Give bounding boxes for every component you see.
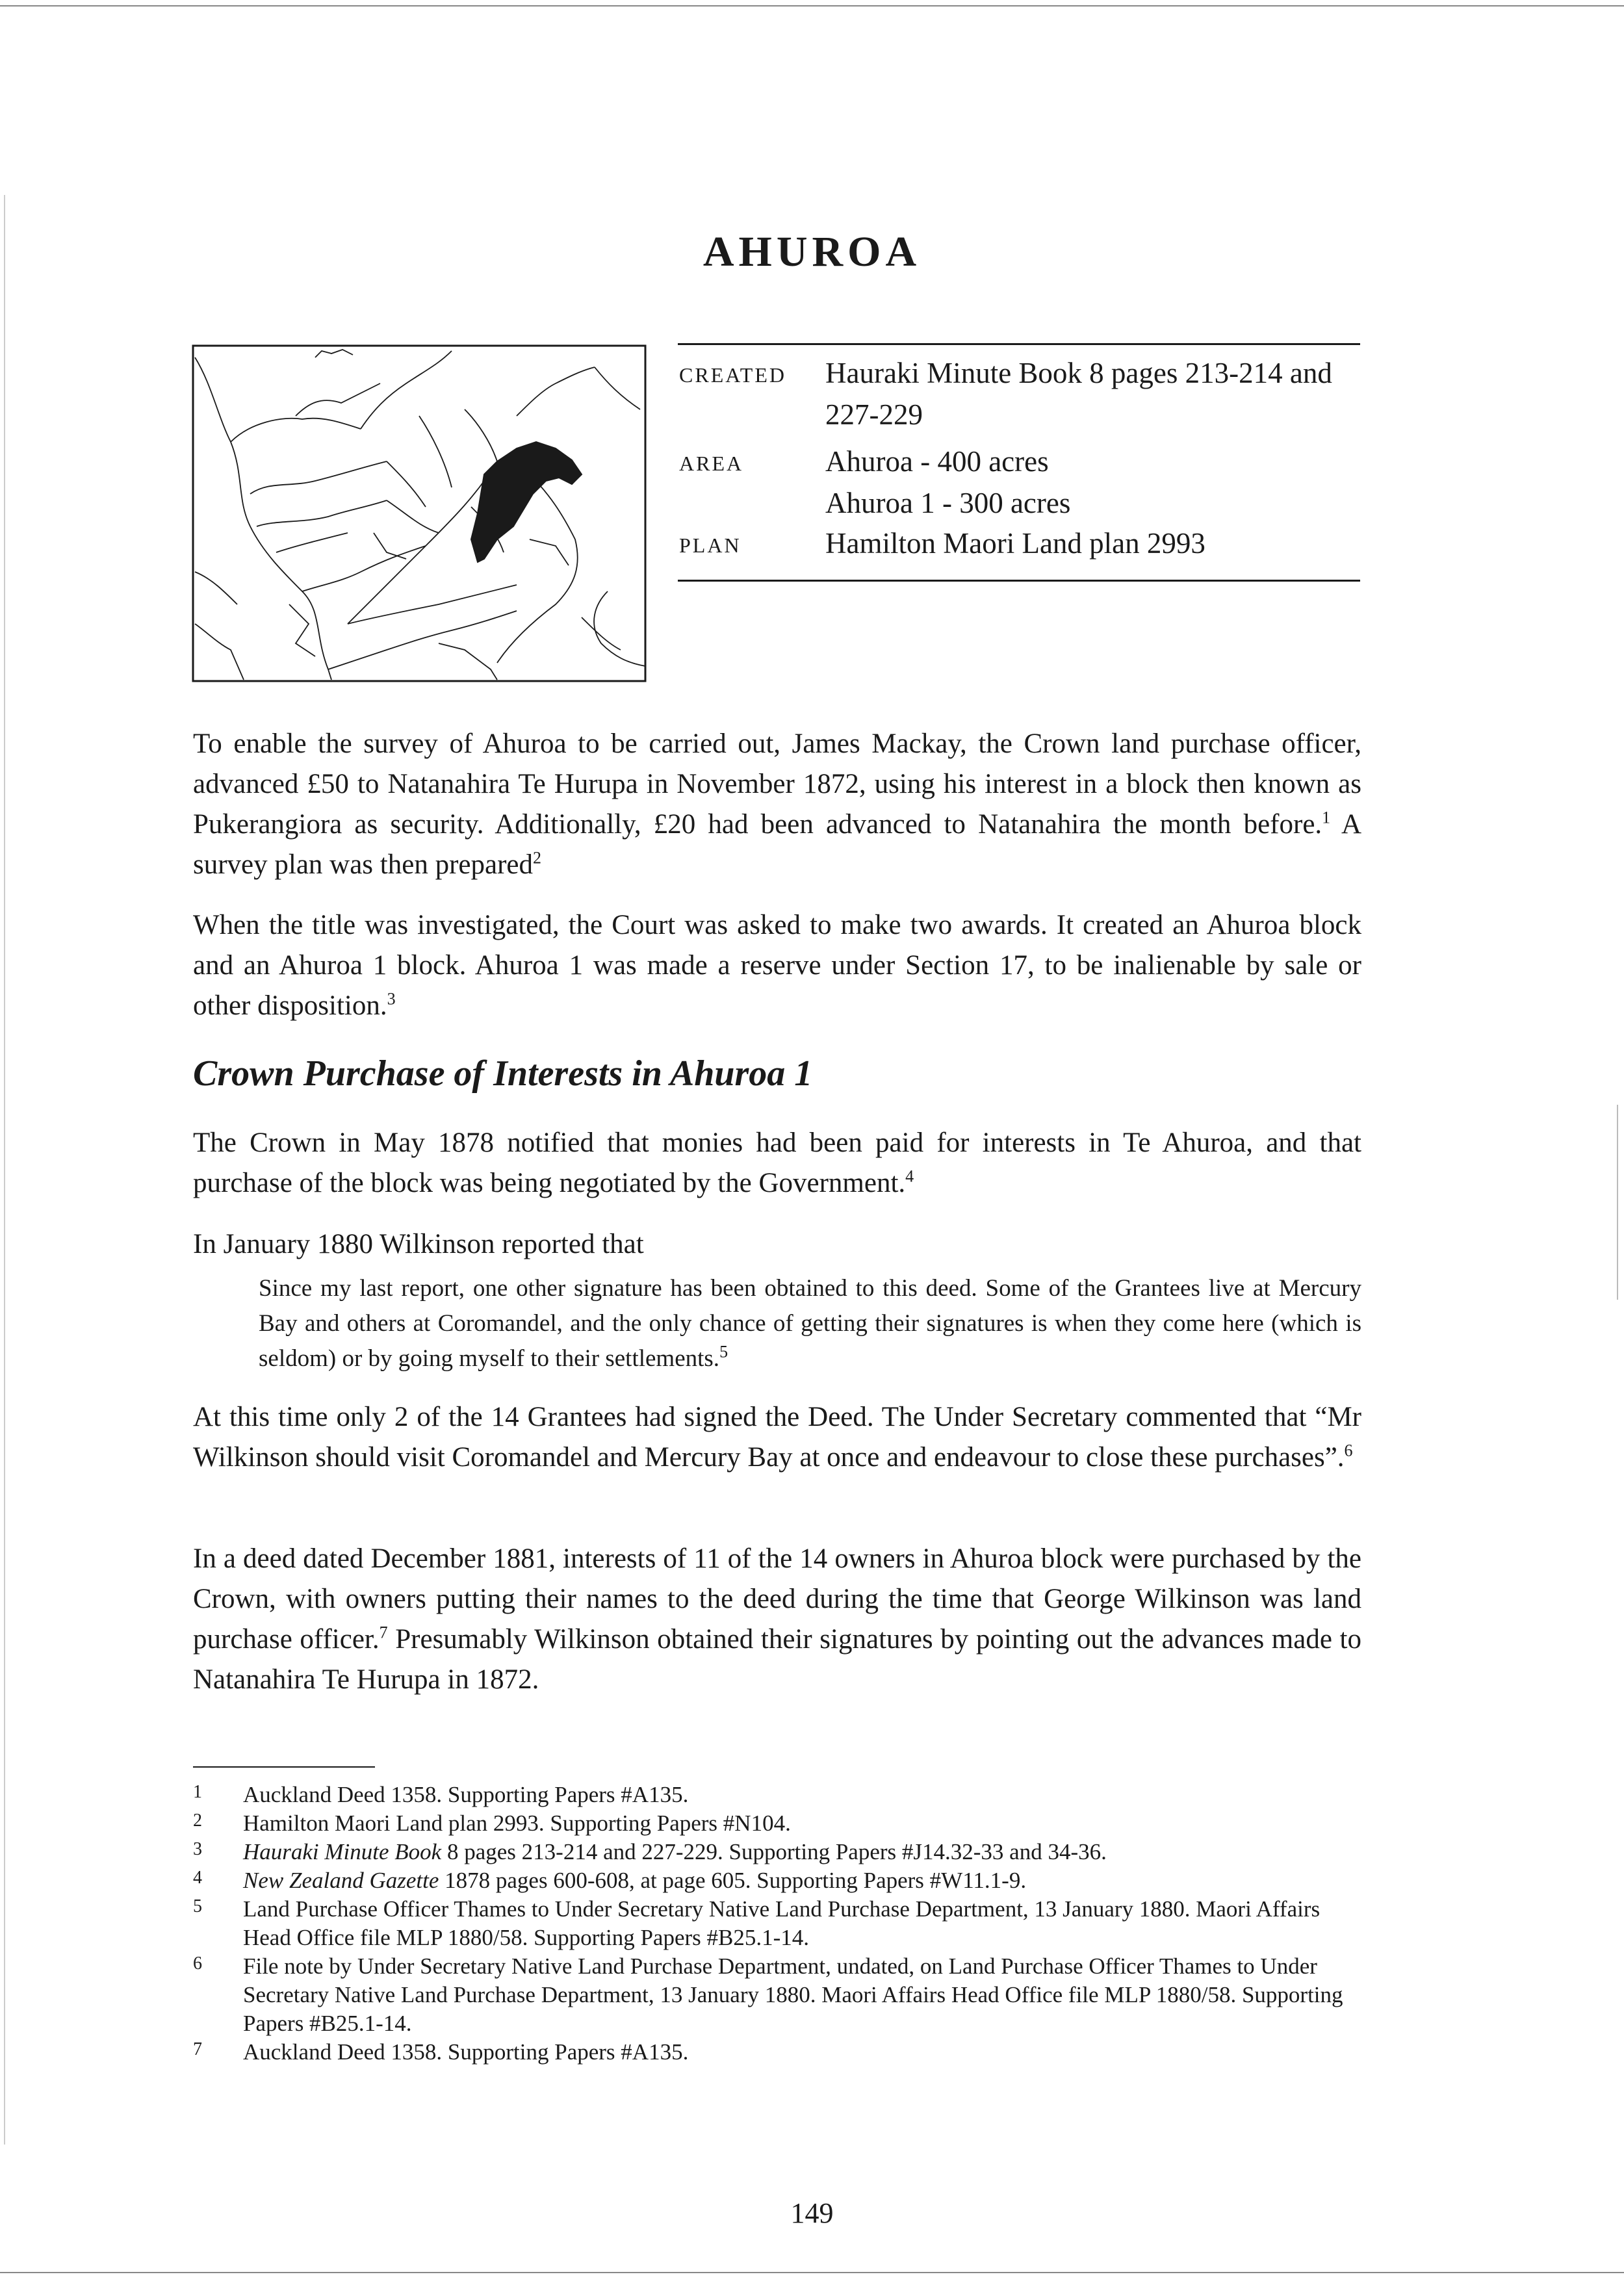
footnote-7 [193, 2038, 1363, 2067]
section-heading: Crown Purchase of Interests in Ahuroa 1 [193, 1053, 813, 1094]
paragraph-5-text: At this time only 2 of the 14 Grantees had signed the Deed. The Under Secretary commented that “Mr Wilkinson should visit Coromandel and Mercury Bay at once and endeavour to close these purchases”. [193, 1402, 1361, 1473]
footnote-text: Auckland Deed 1358. Supporting Papers #A135. [243, 1782, 689, 1807]
footnote-3 [193, 1838, 1363, 1866]
plan-label: PLAN [679, 534, 741, 557]
footnote-ref-1[interactable]: 1 [1322, 808, 1331, 827]
footnote-6 [193, 1952, 1363, 2038]
footnote-ref-3[interactable]: 3 [387, 989, 396, 1009]
area-value [825, 441, 1070, 524]
created-value [825, 352, 1332, 435]
footnote-text: Auckland Deed 1358. Supporting Papers #A135. [243, 2039, 689, 2065]
footnote-5 [193, 1895, 1363, 1952]
table-top-rule [678, 343, 1360, 345]
footnote-text: Hamilton Maori Land plan 2993. Supporting Papers #N104. [243, 1811, 791, 1836]
footnote-number: 7 [193, 2039, 202, 2059]
paragraph-3 [193, 1123, 1361, 1204]
paragraph-1 [193, 724, 1361, 885]
page-edge-right [1617, 1105, 1618, 1300]
paragraph-5 [193, 1397, 1361, 1478]
footnote-ref-2[interactable]: 2 [532, 848, 541, 868]
footnotes [193, 1781, 1363, 2067]
paragraph-6-text: In a deed dated December 1881, interests of 11 of the 14 owners in Ahuroa block were purchased by the Crown, with owners putting their names to the deed during the time that George Wilkinson was land purchase officer. [193, 1543, 1361, 1655]
footnote-number: 2 [193, 1811, 202, 1831]
footnote-ref-4[interactable]: 4 [905, 1166, 914, 1186]
paragraph-6 [193, 1539, 1361, 1700]
plan-value: Hamilton Maori Land plan 2993 [825, 527, 1205, 560]
top-rule [0, 5, 1624, 6]
paragraph-4: In January 1880 Wilkinson reported that [193, 1229, 644, 1259]
footnote-number: 3 [193, 1839, 202, 1859]
bottom-rule [0, 2272, 1624, 2273]
footnote-ref-7[interactable]: 7 [379, 1623, 388, 1642]
page-title: AHUROA [702, 228, 922, 276]
footnote-source-title: New Zealand Gazette [243, 1868, 439, 1893]
paragraph-1-text: To enable the survey of Ahuroa to be carried out, James Mackay, the Crown land purchase officer, advanced £50 to Natanahira Te Hurupa in November 1872, using his interest in a block then known as Pukerangiora as security. Additionally, £20 had been advanced to Natanahira the month before. [193, 728, 1361, 840]
footnote-text: 1878 pages 600-608, at page 605. Supporting Papers #W11.1-9. [439, 1868, 1027, 1893]
footnote-ref-5[interactable]: 5 [719, 1342, 728, 1361]
paragraph-6-text-2: Presumably Wilkinson obtained their signatures by pointing out the advances made to Natanahira Te Hurupa in 1872. [193, 1624, 1361, 1695]
footnote-2 [193, 1809, 1363, 1838]
table-bottom-rule [678, 580, 1360, 582]
area-value-line2: Ahuroa 1 - 300 acres [825, 487, 1071, 519]
created-value-line2: 227-229 [825, 398, 923, 431]
block-quote-text: Since my last report, one other signature has been obtained to this deed. Some of the Grantees live at Mercury Bay and others at Coromandel, and the only chance of getting their signatures is when they come here (which is seldom) or by going myself to their settlements. [259, 1275, 1361, 1372]
footnote-number: 1 [193, 1782, 202, 1802]
paragraph-3-text: The Crown in May 1878 notified that monies had been paid for interests in Te Ahuroa, and that purchase of the block was being negotiated by the Government. [193, 1128, 1361, 1198]
footnote-1 [193, 1781, 1363, 1809]
footnote-ref-6[interactable]: 6 [1344, 1441, 1353, 1460]
paragraph-2-text: When the title was investigated, the Court was asked to make two awards. It created an Ahuroa block and an Ahuroa 1 block. Ahuroa 1 was made a reserve under Section 17, to be inalienable by sale or other disposition. [193, 910, 1361, 1021]
paragraph-2 [193, 905, 1361, 1026]
footnote-text: File note by Under Secretary Native Land Purchase Department, undated, on Land Purchase Officer Thames to Under Secretary Native Land Purchase Department, 13 January 1880. Maori Affairs Head Office file MLP 1880/58. Supporting Papers #B25.1-14. [243, 1953, 1343, 2036]
footnote-number: 6 [193, 1953, 202, 1974]
footnote-text: 8 pages 213-214 and 227-229. Supporting Papers #J14.32-33 and 34-36. [441, 1839, 1107, 1864]
location-map [192, 344, 647, 682]
area-value-line1: Ahuroa - 400 acres [825, 445, 1049, 478]
page-number: 149 [790, 2197, 834, 2229]
area-label: AREA [679, 452, 744, 475]
paragraph-1-text-2: A survey plan was then prepared [193, 809, 1361, 880]
footnote-number: 4 [193, 1868, 202, 1888]
footnote-text: Land Purchase Officer Thames to Under Secretary Native Land Purchase Department, 13 January 1880. Maori Affairs Head Office file MLP 1880/58. Supporting Papers #B25.1-14. [243, 1896, 1321, 1950]
footnote-4 [193, 1866, 1363, 1895]
footnote-number: 5 [193, 1896, 202, 1916]
created-label: CREATED [679, 363, 786, 387]
block-quote [259, 1271, 1361, 1376]
footnote-rule [193, 1766, 375, 1768]
footnote-source-title: Hauraki Minute Book [243, 1839, 442, 1864]
created-value-line1: Hauraki Minute Book 8 pages 213-214 and [825, 357, 1332, 389]
page-edge-left [4, 195, 5, 2145]
